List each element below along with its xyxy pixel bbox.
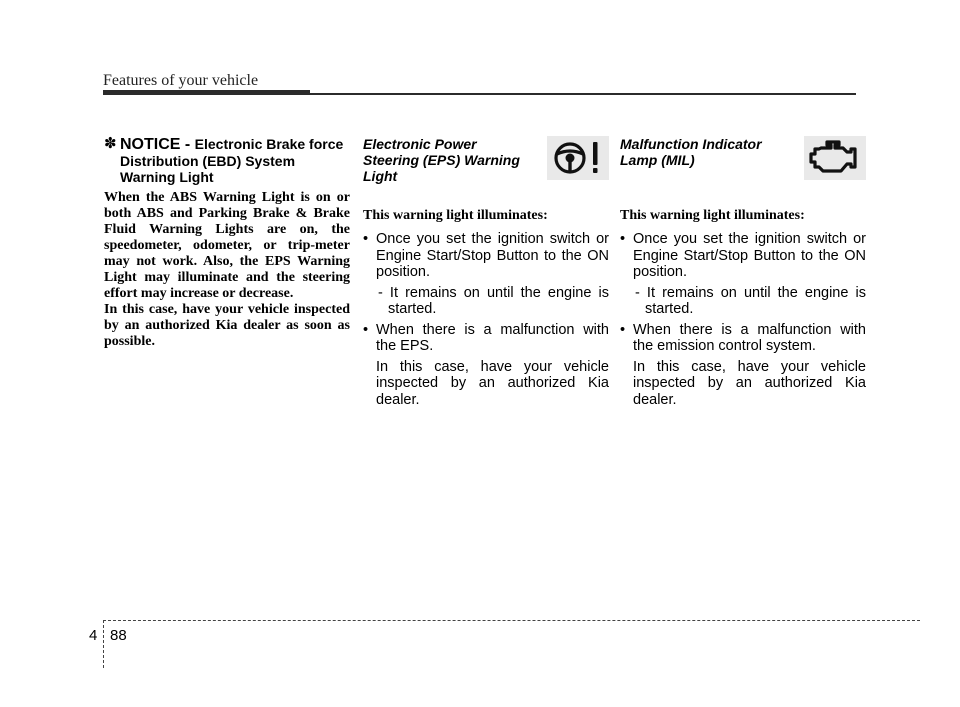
notice-paragraph-2: In this case, have your vehicle inspected by an authorized Kia dealer as soon as possible.: [104, 302, 350, 349]
mil-title: Malfunction Indicator Lamp (MIL): [620, 136, 762, 168]
notice-heading: [104, 136, 350, 185]
page-header-title: Features of your vehicle: [103, 72, 259, 89]
notice-paragraph-1: When the ABS Warning Light is on or both ABS and Parking Brake & Brake Fluid Warning Lights are on, the speedometer, odometer, or trip-meter may not work. Also, the EPS Warning Light may illuminate and the steering effort may increase or decrease.: [104, 190, 350, 301]
mil-follow-2: In this case, have your vehicle inspected by an authorized Kia dealer.: [633, 358, 866, 408]
list-item: • Once you set the ignition switch or Engine Start/Stop Button to the ON position. - It remains on until the engine is started.: [620, 231, 866, 317]
engine-icon: [804, 136, 866, 180]
eps-bullet-list: [363, 231, 609, 408]
notice-section: [104, 136, 350, 350]
list-item: • When there is a malfunction with the emission control system. In this case, have your vehicle inspected by an authorized Kia dealer.: [620, 321, 866, 408]
notice-title: Electronic Brake force Distribution (EBD) System Warning Light: [120, 136, 344, 185]
eps-bullet-2: When there is a malfunction with the EPS.: [376, 321, 609, 354]
notice-mark: ✽: [104, 135, 117, 152]
eps-follow-2: In this case, have your vehicle inspected by an authorized Kia dealer.: [376, 358, 609, 408]
eps-section: [363, 136, 609, 412]
steering-wheel-exclamation-icon: [547, 136, 609, 180]
notice-separator: -: [180, 136, 195, 153]
header-rule-thin: [310, 93, 856, 95]
eps-intro: This warning light illuminates:: [363, 208, 548, 223]
list-item: • Once you set the ignition switch or Engine Start/Stop Button to the ON position. - It remains on until the engine is started.: [363, 231, 609, 317]
header-rule-thick: [103, 90, 310, 95]
footer-rule: [103, 620, 920, 621]
list-item: • When there is a malfunction with the EPS. In this case, have your vehicle inspected by an authorized Kia dealer.: [363, 321, 609, 408]
mil-bullet-2: When there is a malfunction with the emission control system.: [633, 321, 866, 354]
notice-body: [104, 190, 350, 350]
eps-title: Electronic Power Steering (EPS) Warning Light: [363, 136, 520, 184]
mil-bullet-1: Once you set the ignition switch or Engine Start/Stop Button to the ON position.: [633, 231, 866, 280]
mil-section: [620, 136, 866, 412]
eps-sub-1: - It remains on until the engine is started.: [378, 284, 609, 317]
mil-sub-1: - It remains on until the engine is started.: [635, 284, 866, 317]
notice-label: NOTICE: [120, 136, 181, 153]
page-number: 88: [110, 627, 127, 644]
mil-bullet-list: [620, 231, 866, 408]
eps-bullet-1: Once you set the ignition switch or Engine Start/Stop Button to the ON position.: [376, 231, 609, 280]
mil-intro: This warning light illuminates:: [620, 208, 805, 223]
chapter-number: 4: [89, 627, 98, 644]
footer-divider: [103, 620, 104, 668]
